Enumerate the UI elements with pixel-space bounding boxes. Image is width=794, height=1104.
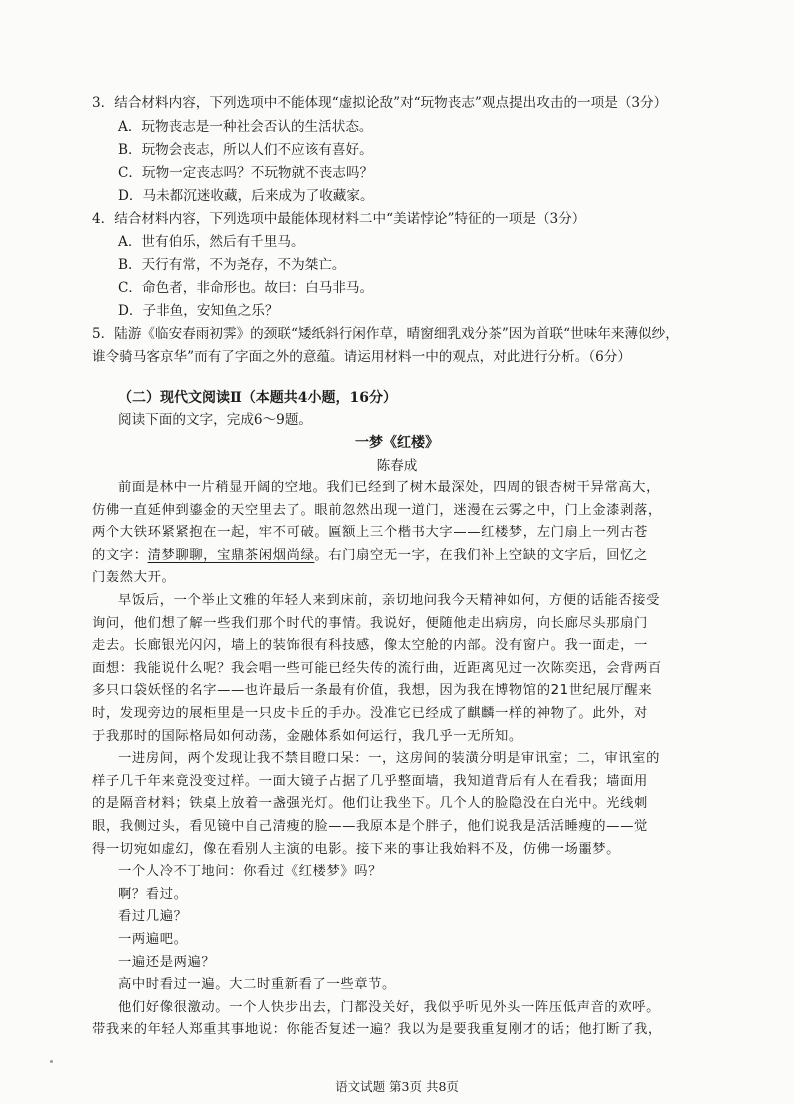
- dialogue-line: 啊？看过。: [118, 886, 188, 902]
- question-3-option-d: D．马未都沉迷收藏，后来成为了收藏家。: [118, 188, 374, 204]
- question-3-option-c: C．玩物一定丧志吗？不玩物就不丧志吗？: [118, 165, 374, 181]
- dialogue-line: 一遍还是两遍？: [118, 954, 216, 970]
- paragraph-3-line: 样子几千年来竟没变过样。一面大镜子占据了几乎整面墙，我知道背后有人在看我；墙面用: [92, 773, 648, 789]
- section-instruction: 阅读下面的文字，完成6～9题。: [118, 412, 313, 428]
- paragraph-2-line: 时，发现旁边的展柜里是一只皮卡丘的手办。没准它已经成了麒麟一样的神物了。此外，对: [92, 706, 648, 721]
- section-heading: （二）现代文阅读Ⅱ（本题共4小题，16分）: [118, 390, 398, 406]
- text-span: 。右门扇空无一字，在我们补上空缺的文字后，回忆之: [314, 547, 648, 563]
- question-3-stem: 3．结合材料内容，下列选项中不能体现“虚拟论敌”对“玩物丧志”观点提出攻击的一项是（3分）: [92, 95, 668, 111]
- paragraph-4-line: 带我来的年轻人郑重其事地说：你能否复述一遍？我以为是要我重复刚才的话；他打断了我，: [92, 1022, 662, 1038]
- paragraph-3-line: 一进房间，两个发现让我不禁目瞪口呆：一，这房间的装潢分明是审讯室；二，审讯室的: [118, 751, 660, 767]
- paragraph-4-line: 他们好像很激动。一个人快步出去，门都没关好，我似乎听见外头一阵压低声音的欢呼。: [118, 999, 660, 1015]
- paragraph-2-line: 于我那时的国际格局如何动荡，金融体系如何运行，我几乎一无所知。: [92, 728, 523, 744]
- question-4-stem: 4．结合材料内容，下列选项中最能体现材料二中“美诺悖论”特征的一项是（3分）: [92, 211, 586, 227]
- underlined-couplet: 清梦聊聊，宝鼎茶闲烟尚绿: [147, 547, 315, 563]
- page-footer: 语文试题 第3页 共8页: [335, 1079, 459, 1094]
- question-3-option-a: A．玩物丧志是一种社会否认的生活状态。: [118, 119, 373, 135]
- scan-speck: [50, 1060, 53, 1063]
- article-author: 陈春成: [376, 458, 418, 474]
- paragraph-3-line: 的是隔音材料；铁桌上放着一盏强光灯。他们让我坐下。几个人的脸隐没在白光中。光线刺: [92, 796, 648, 812]
- paragraph-2-line: 面想：我能说什么呢？我会唱一些可能已经失传的流行曲，近距离见过一次陈奕迅，会背两百: [92, 660, 662, 676]
- paragraph-3-line: 得一切宛如虚幻，像在看别人主演的电影。接下来的事让我始料不及，仿佛一场噩梦。: [92, 841, 621, 857]
- paragraph-2-line: 早饭后，一个举止文雅的年轻人来到床前，亲切地问我今天精神如何，方便的话能否接受: [118, 593, 660, 608]
- paragraph-2-line: 走去。长廊银光闪闪，墙上的装饰很有科技感，像太空舱的内部。没有窗户。我一面走，一: [92, 638, 648, 654]
- paragraph-2-line: 多只口袋妖怪的名字——也许最后一条最有价值，我想，因为我在博物馆的21世纪展厅醒来: [92, 683, 653, 699]
- dialogue-line: 一两遍吧。: [118, 932, 188, 947]
- question-5-line-1: 5．陆游《临安春雨初霁》的颈联“矮纸斜行闲作草，晴窗细乳戏分茶”因为首联“世味年来薄似纱，: [92, 326, 679, 342]
- paragraph-2-line: 询问，他们想了解一些我们那个时代的事情。我说好，便随他走出病房，向长廊尽头那扇门: [92, 615, 648, 631]
- article-title: 一梦《红楼》: [355, 435, 439, 451]
- dialogue-line: 一个人冷不丁地问：你看过《红楼梦》吗？: [118, 864, 383, 880]
- question-5-line-2: 谁令骑马客京华”而有了字面之外的意蕴。请运用材料一中的观点，对此进行分析。（6分）: [92, 349, 631, 365]
- dialogue-line: 看过几遍？: [118, 909, 188, 925]
- question-4-option-d: D．子非鱼，安知鱼之乐？: [118, 303, 279, 319]
- paragraph-1-line: 前面是林中一片稍显开阔的空地。我们已经到了树木最深处，四周的银杏树干异常高大，: [118, 480, 660, 495]
- paragraph-1-line: 仿佛一直延伸到鎏金的天空里去了。眼前忽然出现一道门，迷漫在云雾之中，门上金漆剥落，: [92, 502, 662, 518]
- question-4-option-b: B．天行有常，不为尧存，不为桀亡。: [118, 257, 346, 273]
- paragraph-3-line: 眼，我侧过头，看见镜中自己清瘦的脸——我原本是个胖子，他们说我是活活睡瘦的——觉: [92, 819, 648, 834]
- text-span: 的文字：: [92, 547, 148, 563]
- paragraph-1-line: [92, 547, 648, 565]
- paragraph-1-line: 门轰然大开。: [92, 570, 176, 586]
- paragraph-1-line: 两个大铁环紧紧抱在一起，牢不可破。匾额上三个楷书大字——红楼梦，左门扇上一列古苍: [92, 525, 648, 541]
- question-4-option-a: A．世有伯乐，然后有千里马。: [118, 234, 305, 250]
- dialogue-line: 高中时看过一遍。大二时重新看了一些章节。: [118, 977, 396, 993]
- question-3-option-b: B．玩物会丧志，所以人们不应该有喜好。: [118, 142, 373, 158]
- question-4-option-c: C．命色者，非命形也。故曰：白马非马。: [118, 280, 374, 296]
